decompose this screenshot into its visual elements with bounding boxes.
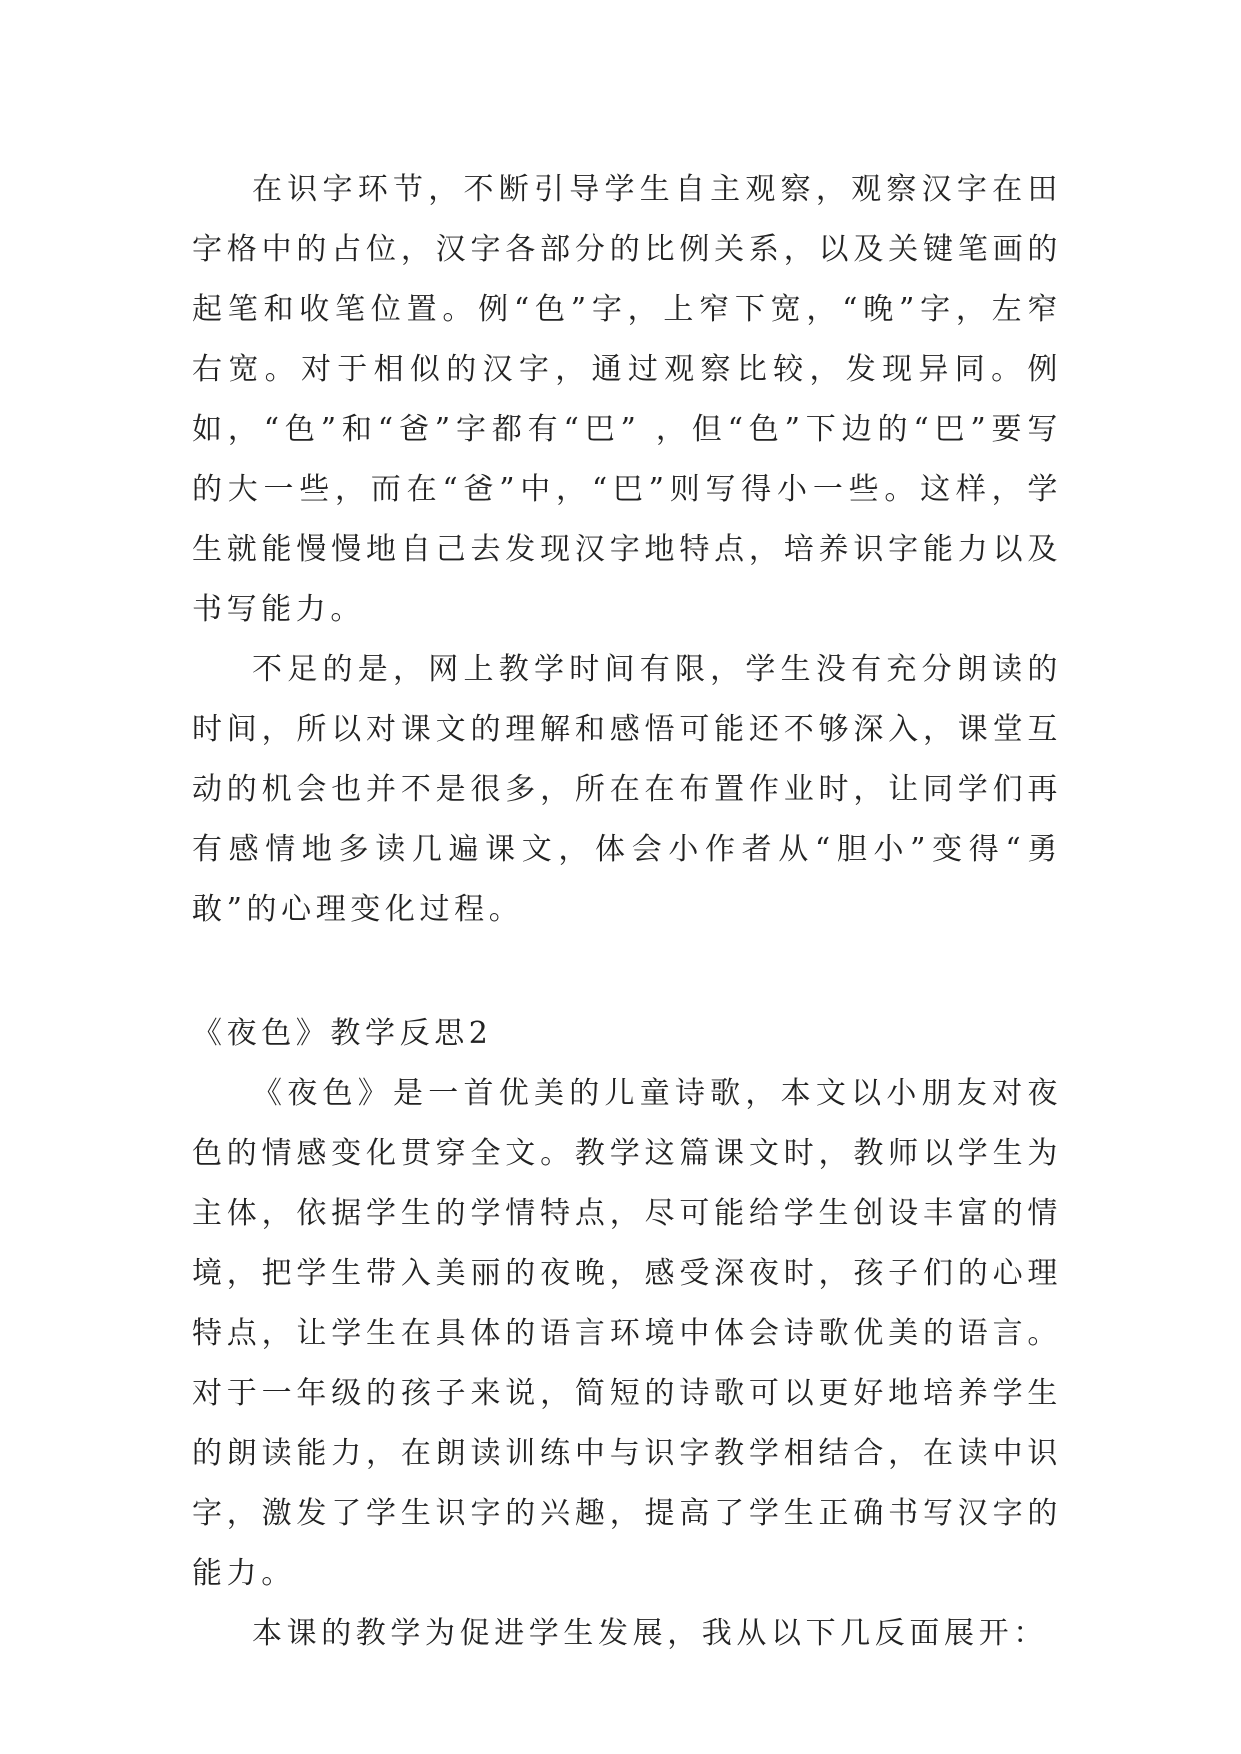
paragraph-literacy-observation: 在识字环节，不断引导学生自主观察，观察汉字在田字格中的占位，汉字各部分的比例关系，以及关键笔画的起笔和收笔位置。例“色”字，上窄下宽，“晚”字，左窄右宽。对于相似的汉字，通过观察比较，发现异同。例如，“色”和“爸”字都有“巴” ，但“色”下边的“巴”要写的大一些，而在“爸”中，“巴”则写得小一些。这样，学生就能慢慢地自己去发现汉字地特点，培养识字能力以及书写能力。 — [192, 172, 1062, 627]
paragraph-poem-intro: 《夜色》是一首优美的儿童诗歌，本文以小朋友对夜色的情感变化贯穿全文。教学这篇课文时，教师以学生为主体，依据学生的学情特点，尽可能给学生创设丰富的情境，把学生带入美丽的夜晚，感受深夜时，孩子们的心理特点，让学生在具体的语言环境中体会诗歌优美的语言。对于一年级的孩子来说，简短的诗歌可以更好地培养学生的朗读能力，在朗读训练中与识字教学相结合，在读中识字，激发了学生识字的兴趣，提高了学生正确书写汉字的能力。 — [192, 1076, 1062, 1591]
paragraph-teaching-plan: 本课的教学为促进学生发展，我从以下几反面展开： — [252, 1616, 1048, 1651]
section-heading: 《夜色》教学反思2 — [192, 1016, 493, 1051]
document-body — [192, 160, 1062, 1664]
paragraph-shortcomings: 不足的是，网上教学时间有限，学生没有充分朗读的时间，所以对课文的理解和感悟可能还不够深入，课堂互动的机会也并不是很多，所在在布置作业时，让同学们再有感情地多读几遍课文，体会小作者从“胆小”变得“勇敢”的心理变化过程。 — [192, 652, 1062, 927]
